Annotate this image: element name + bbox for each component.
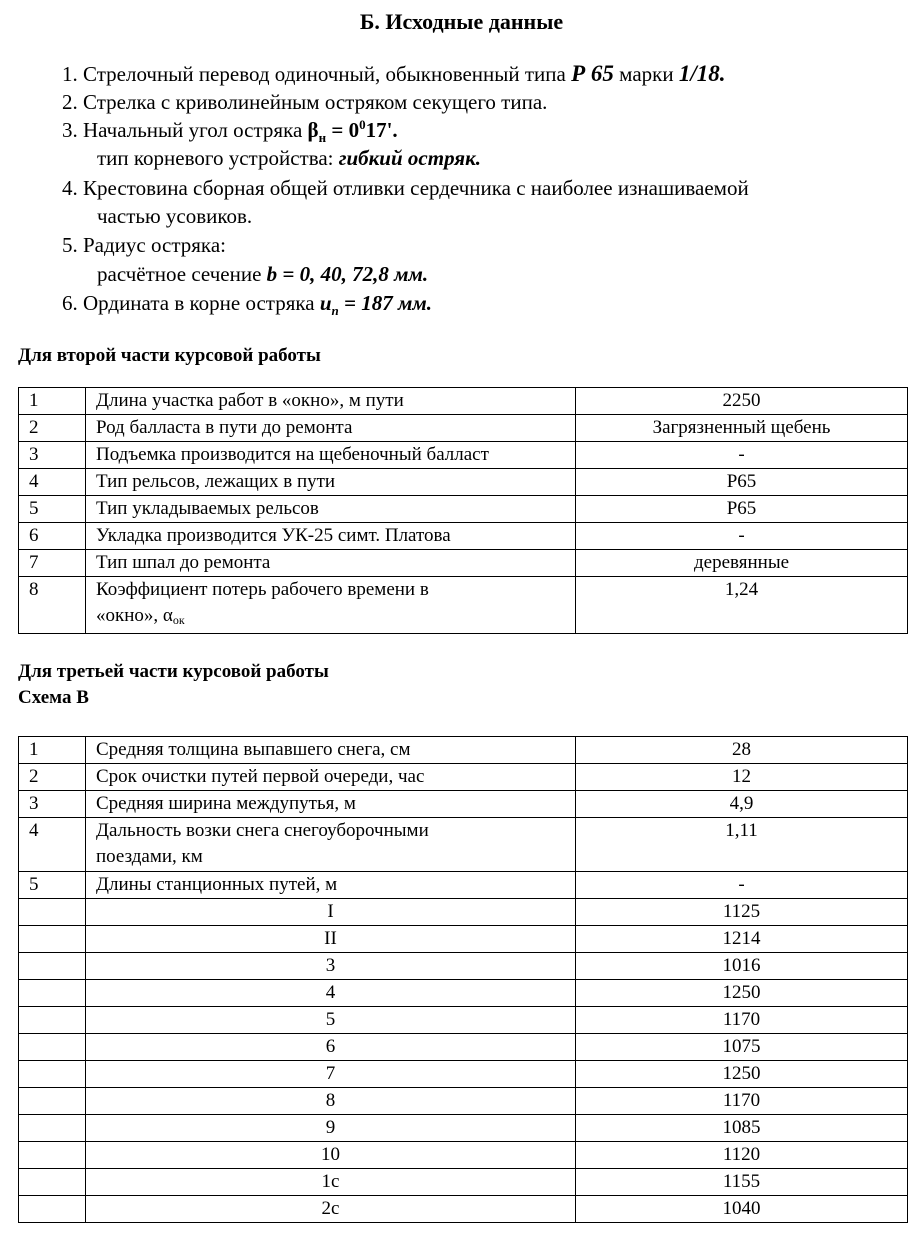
track-row — [19, 1142, 908, 1169]
row-description: Укладка производится УК-25 симт. Платова — [86, 523, 576, 550]
row-description-line2 — [96, 603, 575, 633]
u-symbol: u — [319, 291, 332, 315]
row-value: 1,11 — [576, 818, 908, 872]
row-value: 28 — [576, 737, 908, 764]
alpha-label: «окно», α — [96, 605, 173, 626]
row-value: - — [576, 872, 908, 899]
row-description — [86, 818, 576, 872]
symbol-subscript: п — [331, 303, 339, 319]
table-row — [19, 818, 908, 872]
item-3-line2 — [97, 144, 481, 172]
table-row — [19, 415, 908, 442]
row-description — [86, 577, 576, 634]
track-name: 5 — [86, 1007, 576, 1034]
track-row — [19, 1034, 908, 1061]
table-row — [19, 496, 908, 523]
item-number: 5. — [62, 233, 78, 257]
row-description: Длины станционных путей, м — [86, 872, 576, 899]
row-value: Загрязненный щебень — [576, 415, 908, 442]
item-number: 2. — [62, 90, 78, 114]
empty-cell — [19, 1142, 86, 1169]
row-description: Тип рельсов, лежащих в пути — [86, 469, 576, 496]
table-row — [19, 523, 908, 550]
table-row — [19, 388, 908, 415]
item-1 — [62, 60, 725, 88]
empty-cell — [19, 1169, 86, 1196]
scheme-label: Схема В — [18, 687, 89, 708]
track-length: 1170 — [576, 1088, 908, 1115]
item-text: частью усовиков. — [97, 204, 253, 228]
alpha-subscript: ок — [172, 613, 185, 627]
row-number: 3 — [19, 791, 86, 818]
row-value: Р65 — [576, 469, 908, 496]
row-description: Род балласта в пути до ремонта — [86, 415, 576, 442]
switch-mark-value: 1/18. — [678, 61, 726, 86]
symbol-subscript: н — [318, 130, 327, 146]
track-name: 8 — [86, 1088, 576, 1115]
table-row — [19, 764, 908, 791]
track-row — [19, 1169, 908, 1196]
row-number: 6 — [19, 523, 86, 550]
track-row — [19, 1061, 908, 1088]
row-description: Тип укладываемых рельсов — [86, 496, 576, 523]
track-name: 2с — [86, 1196, 576, 1223]
track-row — [19, 1196, 908, 1223]
item-text: Стрелка с криволинейным остряком секущего типа. — [83, 90, 548, 114]
track-name: 9 — [86, 1115, 576, 1142]
item-5-line2 — [97, 260, 428, 288]
item-text: Ордината в корне остряка — [83, 291, 315, 315]
row-number: 2 — [19, 764, 86, 791]
row-description: Подъемка производится на щебеночный балласт — [86, 442, 576, 469]
root-device-value: гибкий остряк. — [338, 146, 482, 170]
page-title: Б. Исходные данные — [359, 9, 564, 34]
table-row — [19, 442, 908, 469]
row-number: 5 — [19, 872, 86, 899]
table-row — [19, 872, 908, 899]
track-length: 1214 — [576, 926, 908, 953]
row-number: 2 — [19, 415, 86, 442]
row-number: 1 — [19, 737, 86, 764]
track-name: 3 — [86, 953, 576, 980]
item-text: расчётное сечение — [97, 262, 262, 286]
track-length: 1155 — [576, 1169, 908, 1196]
track-row — [19, 1088, 908, 1115]
track-name: 4 — [86, 980, 576, 1007]
row-value: 1,24 — [576, 577, 908, 634]
angle-minutes: 17'. — [365, 118, 398, 142]
empty-cell — [19, 926, 86, 953]
track-length: 1170 — [576, 1007, 908, 1034]
section-heading-part2: Для второй части курсовой работы — [18, 345, 321, 366]
table-row — [19, 577, 908, 634]
row-number: 4 — [19, 469, 86, 496]
item-4 — [62, 174, 749, 202]
degree-superscript: 0 — [359, 117, 366, 132]
item-number: 6. — [62, 291, 78, 315]
item-number: 3. — [62, 118, 78, 142]
item-4-line2 — [97, 202, 252, 230]
row-value: - — [576, 523, 908, 550]
empty-cell — [19, 980, 86, 1007]
row-number: 8 — [19, 577, 86, 634]
row-number: 3 — [19, 442, 86, 469]
empty-cell — [19, 1034, 86, 1061]
track-length: 1016 — [576, 953, 908, 980]
table-row — [19, 550, 908, 577]
table-row — [19, 737, 908, 764]
item-text: Радиус остряка: — [83, 233, 226, 257]
ordinate-value: = 187 мм. — [344, 291, 433, 315]
item-text: Начальный угол остряка — [83, 118, 303, 142]
empty-cell — [19, 1088, 86, 1115]
item-6 — [62, 289, 432, 317]
row-number: 7 — [19, 550, 86, 577]
row-number: 4 — [19, 818, 86, 872]
item-2 — [62, 88, 547, 116]
track-name: I — [86, 899, 576, 926]
row-description-line2: поездами, км — [96, 846, 203, 867]
item-number: 1. — [62, 62, 78, 86]
track-row — [19, 1115, 908, 1142]
row-description-line1: Коэффициент потерь рабочего времени в — [96, 579, 429, 600]
row-description-line1: Дальность возки снега снегоуборочными — [96, 820, 429, 841]
row-description: Средняя толщина выпавшего снега, см — [86, 737, 576, 764]
track-row — [19, 899, 908, 926]
track-length: 1120 — [576, 1142, 908, 1169]
table-row — [19, 469, 908, 496]
section-heading-part3: Для третьей части курсовой работы — [18, 661, 329, 682]
empty-cell — [19, 1061, 86, 1088]
beta-symbol: β — [307, 118, 319, 142]
row-number: 1 — [19, 388, 86, 415]
track-row — [19, 926, 908, 953]
row-number: 5 — [19, 496, 86, 523]
track-name: 7 — [86, 1061, 576, 1088]
row-description: Средняя ширина междупутья, м — [86, 791, 576, 818]
item-text: Стрелочный перевод одиночный, обыкновенный типа — [83, 62, 566, 86]
part2-table — [18, 387, 908, 634]
row-description: Срок очистки путей первой очереди, час — [86, 764, 576, 791]
row-value: 4,9 — [576, 791, 908, 818]
item-5 — [62, 231, 226, 259]
track-length: 1040 — [576, 1196, 908, 1223]
empty-cell — [19, 953, 86, 980]
row-value: - — [576, 442, 908, 469]
track-name: II — [86, 926, 576, 953]
track-length: 1075 — [576, 1034, 908, 1061]
angle-value: = 0 — [331, 118, 360, 142]
empty-cell — [19, 1007, 86, 1034]
item-text: марки — [619, 62, 674, 86]
item-text: Крестовина сборная общей отливки сердечника с наиболее изнашиваемой — [83, 176, 749, 200]
track-row — [19, 980, 908, 1007]
track-length: 1250 — [576, 1061, 908, 1088]
track-row — [19, 953, 908, 980]
track-length: 1085 — [576, 1115, 908, 1142]
row-description: Длина участка работ в «окно», м пути — [86, 388, 576, 415]
track-name: 1с — [86, 1169, 576, 1196]
row-value: 12 — [576, 764, 908, 791]
track-name: 6 — [86, 1034, 576, 1061]
part3-table — [18, 736, 908, 1223]
track-name: 10 — [86, 1142, 576, 1169]
track-row — [19, 1007, 908, 1034]
table-row — [19, 791, 908, 818]
empty-cell — [19, 1196, 86, 1223]
track-length: 1250 — [576, 980, 908, 1007]
row-value: 2250 — [576, 388, 908, 415]
item-3 — [62, 116, 398, 144]
row-value: Р65 — [576, 496, 908, 523]
empty-cell — [19, 1115, 86, 1142]
empty-cell — [19, 899, 86, 926]
item-number: 4. — [62, 176, 78, 200]
section-value: b = 0, 40, 72,8 мм. — [266, 262, 429, 286]
switch-type-value: Р 65 — [571, 61, 614, 86]
item-text: тип корневого устройства: — [97, 146, 334, 170]
row-value: деревянные — [576, 550, 908, 577]
row-description: Тип шпал до ремонта — [86, 550, 576, 577]
track-length: 1125 — [576, 899, 908, 926]
